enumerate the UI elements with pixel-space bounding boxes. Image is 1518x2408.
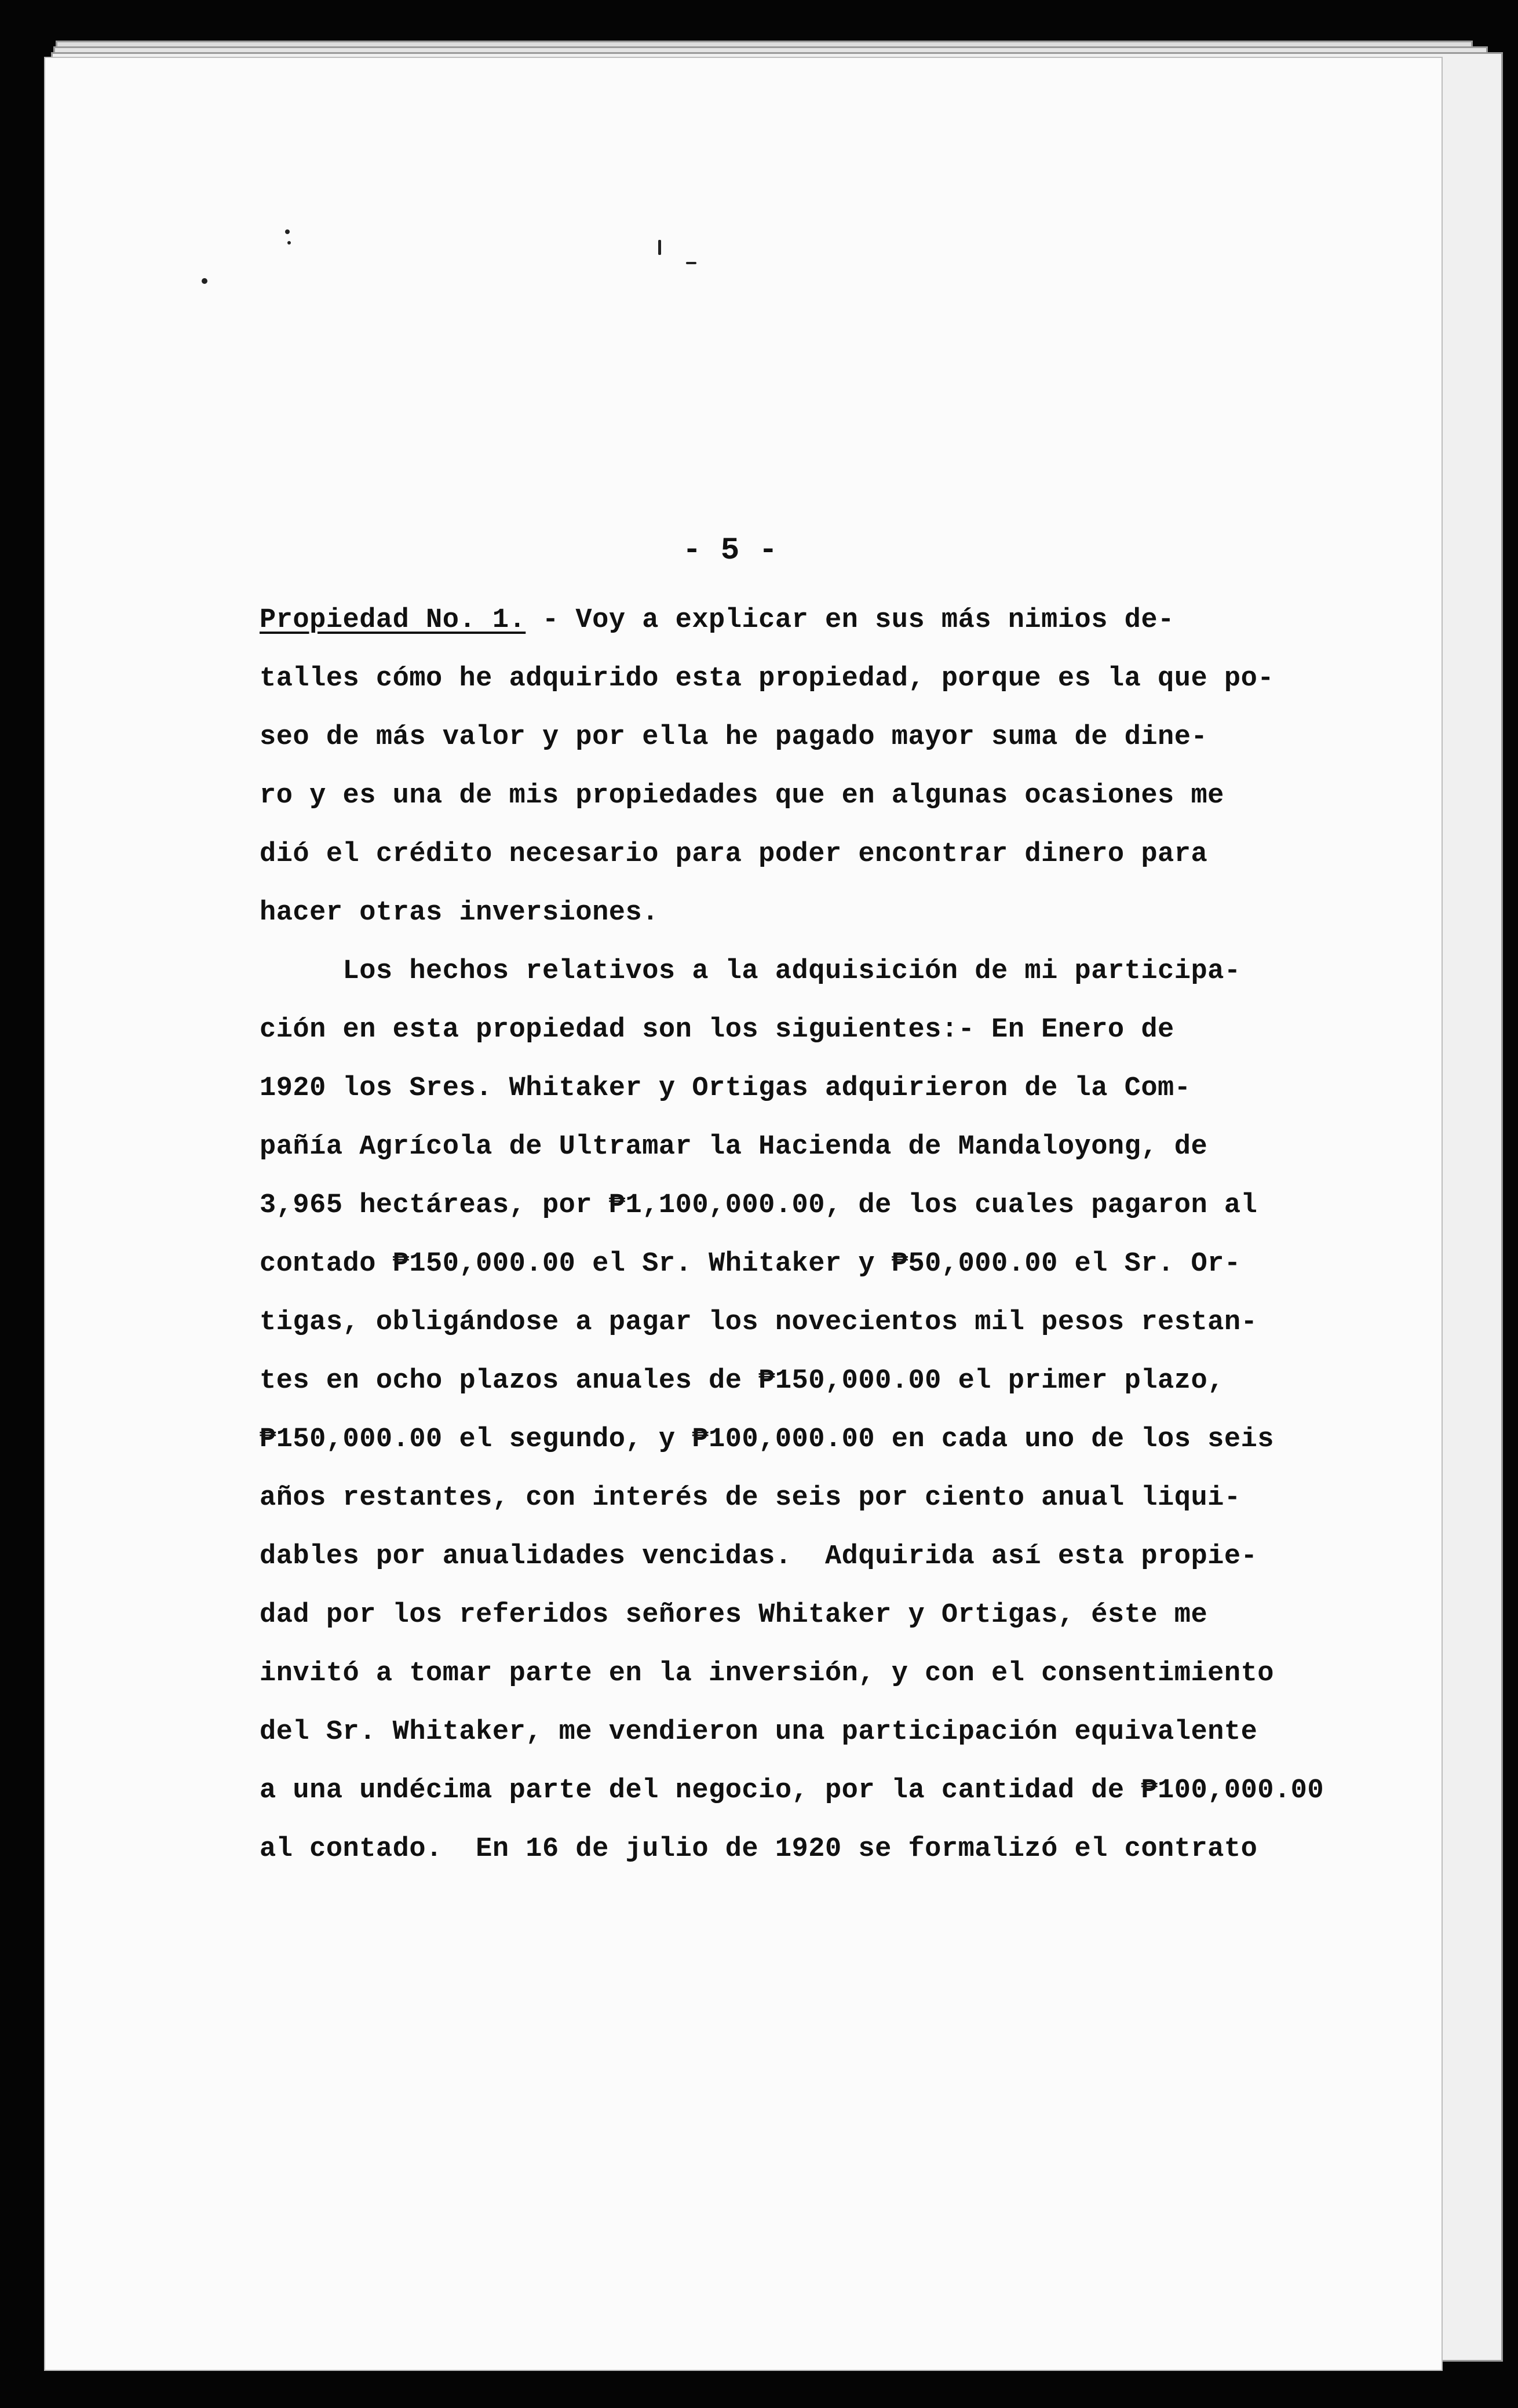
text-line: del Sr. Whitaker, me vendieron una participación equivalente <box>260 1717 1258 1747</box>
text-line: años restantes, con interés de seis por ciento anual liqui- <box>260 1483 1241 1513</box>
text-line: contado ₱150,000.00 el Sr. Whitaker y ₱50,000.00 el Sr. Or- <box>260 1249 1241 1279</box>
text-line: tigas, obligándose a pagar los novecientos mil pesos restan- <box>260 1307 1258 1338</box>
text-line: dables por anualidades vencidas. Adquirida así esta propie- <box>260 1541 1258 1572</box>
text-line: ₱150,000.00 el segundo, y ₱100,000.00 en cada uno de los seis <box>260 1424 1274 1455</box>
page-number: - 5 - <box>683 533 778 568</box>
ink-speck <box>686 262 696 264</box>
text-line: tes en ocho plazos anuales de ₱150,000.00 el primer plazo, <box>260 1366 1224 1396</box>
text-line: 3,965 hectáreas, por ₱1,100,000.00, de los cuales pagaron al <box>260 1190 1258 1221</box>
document-body <box>260 591 1378 1878</box>
text-line: hacer otras inversiones. <box>260 897 659 928</box>
ink-speck <box>202 278 207 284</box>
text-line: 1920 los Sres. Whitaker y Ortigas adquirieron de la Com- <box>260 1073 1191 1104</box>
text-line: seo de más valor y por ella he pagado mayor suma de dine- <box>260 722 1208 753</box>
text-line: ro y es una de mis propiedades que en algunas ocasiones me <box>260 780 1224 811</box>
text-line: al contado. En 16 de julio de 1920 se formalizó el contrato <box>260 1834 1258 1865</box>
ink-speck <box>285 229 290 234</box>
ink-speck <box>287 241 291 245</box>
text-line: Los hechos relativos a la adquisición de mi participa- <box>260 956 1241 987</box>
text-line: dió el crédito necesario para poder encontrar dinero para <box>260 839 1208 870</box>
text-line: talles cómo he adquirido esta propiedad, porque es la que po- <box>260 663 1274 694</box>
text-line: invitó a tomar parte en la inversión, y con el consentimiento <box>260 1658 1274 1689</box>
text-line: dad por los referidos señores Whitaker y Ortigas, éste me <box>260 1600 1208 1630</box>
text-line: pañía Agrícola de Ultramar la Hacienda de Mandaloyong, de <box>260 1132 1208 1162</box>
text-line: ción en esta propiedad son los siguientes:- En Enero de <box>260 1015 1174 1045</box>
text-line: Propiedad No. 1. - Voy a explicar en sus más nimios de- <box>260 605 1174 636</box>
ink-speck <box>658 240 661 255</box>
line-text: Voy a explicar en sus más nimios de- <box>575 605 1174 636</box>
text-line: a una undécima parte del negocio, por la cantidad de ₱100,000.00 <box>260 1775 1324 1806</box>
section-heading: Propiedad No. 1. <box>260 605 526 636</box>
document-page <box>45 58 1442 2370</box>
